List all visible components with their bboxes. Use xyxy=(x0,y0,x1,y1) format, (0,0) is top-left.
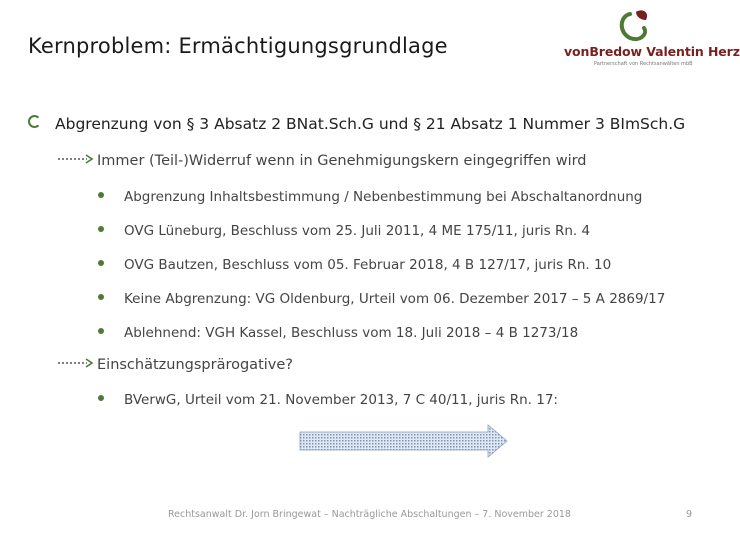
list-item-text: OVG Bautzen, Beschluss vom 05. Februar 2018, 4 B 127/17, juris Rn. 10 xyxy=(124,257,612,273)
block-arrow-icon xyxy=(300,425,508,457)
bullet-dot-icon xyxy=(98,260,104,266)
slide-title: Kernproblem: Ermächtigungsgrundlage xyxy=(28,34,448,58)
list-item-text: BVerwG, Urteil vom 21. November 2013, 7 C 40/11, juris Rn. 17: xyxy=(124,392,558,408)
level2-text: Einschätzungsprärogative? xyxy=(97,357,293,373)
level2-item xyxy=(57,357,293,373)
list-item xyxy=(98,257,611,273)
list-item xyxy=(98,325,578,341)
level2-item xyxy=(57,153,587,169)
list-item xyxy=(98,392,558,408)
dotted-arrow-icon xyxy=(57,154,93,164)
list-item xyxy=(98,291,665,307)
leaf-logo-icon xyxy=(560,8,708,46)
level1-item xyxy=(28,115,685,133)
logo-tagline: Partnerschaft von Rechtsanwälten mbB xyxy=(594,61,693,67)
list-item-text: Abgrenzung Inhaltsbestimmung / Nebenbestimmung bei Abschaltanordnung xyxy=(124,189,643,205)
firm-logo xyxy=(560,8,740,74)
bullet-dot-icon xyxy=(98,192,104,198)
logo-name: vonBredow Valentin Herz xyxy=(564,44,740,59)
list-item-text: Ablehnend: VGH Kassel, Beschluss vom 18. Juli 2018 – 4 B 1273/18 xyxy=(124,325,579,341)
list-item-text: OVG Lüneburg, Beschluss vom 25. Juli 2011, 4 ME 175/11, juris Rn. 4 xyxy=(124,223,591,239)
bullet-dot-icon xyxy=(98,395,104,401)
page-number: 9 xyxy=(686,509,693,520)
footer-text: Rechtsanwalt Dr. Jorn Bringewat – Nachträgliche Abschaltungen – 7. November 2018 xyxy=(168,509,571,520)
list-item-text: Keine Abgrenzung: VG Oldenburg, Urteil vom 06. Dezember 2017 – 5 A 2869/17 xyxy=(124,291,666,307)
bullet-dot-icon xyxy=(98,226,104,232)
list-item xyxy=(98,189,642,205)
dotted-arrow-icon xyxy=(57,358,93,368)
c-bullet-icon xyxy=(28,115,41,128)
level2-text: Immer (Teil-)Widerruf wenn in Genehmigungskern eingegriffen wird xyxy=(97,153,587,169)
list-item xyxy=(98,223,590,239)
bullet-dot-icon xyxy=(98,328,104,334)
level1-text: Abgrenzung von § 3 Absatz 2 BNat.Sch.G und § 21 Absatz 1 Nummer 3 BImSch.G xyxy=(55,115,686,133)
bullet-dot-icon xyxy=(98,294,104,300)
